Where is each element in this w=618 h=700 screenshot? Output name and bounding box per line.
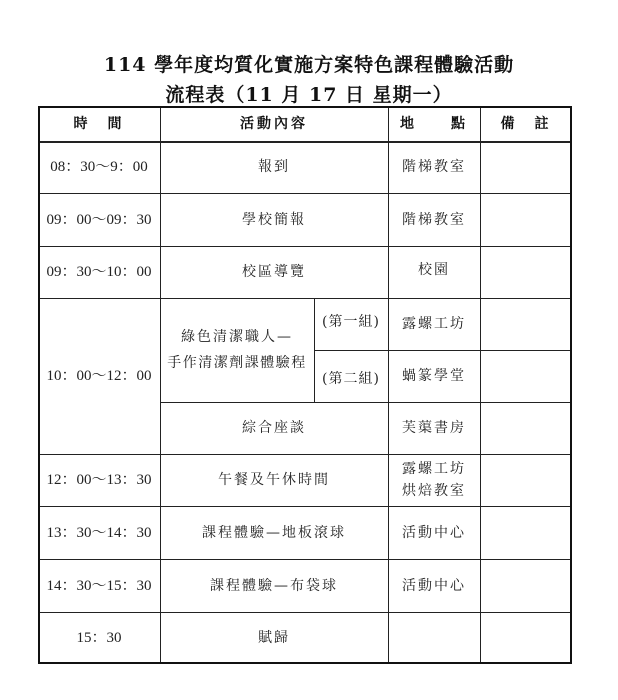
row-location: 階梯教室 [402, 211, 466, 228]
row-location: 芙蕖書房 [402, 420, 466, 436]
row-activity: 課程體驗—布袋球 [210, 577, 338, 594]
row-divider [38, 193, 572, 194]
header-time: 時 間 [73, 115, 125, 132]
row-time: 13：30～14：30 [46, 524, 152, 541]
row-time: 12：00～13：30 [46, 472, 152, 488]
row-remarks [480, 350, 572, 402]
row-activity-workshop [160, 298, 314, 402]
row-location: 露螺工坊 [402, 316, 466, 332]
row-divider [314, 350, 572, 351]
row-divider [38, 559, 572, 560]
row-activity: 賦歸 [258, 630, 290, 646]
group-label: (第二組) [322, 371, 380, 387]
row-activity: 綜合座談 [242, 420, 306, 436]
row-location [388, 612, 480, 664]
row-divider [38, 612, 572, 613]
location-line1: 露螺工坊 [402, 461, 466, 477]
row-location: 活動中心 [402, 577, 466, 594]
row-time: 10：00～12：00 [46, 368, 152, 384]
row-time: 15：30 [76, 630, 122, 646]
row-remarks [480, 402, 572, 454]
row-activity: 課程體驗—地板滾球 [202, 524, 346, 541]
row-remarks [480, 559, 572, 612]
row-location: 蝸篆學堂 [402, 368, 466, 384]
document-title: 114 學年度均質化實施方案特色課程體驗活動 [103, 54, 515, 76]
row-activity: 校區導覽 [242, 264, 306, 280]
row-remarks [480, 246, 572, 298]
group-label: (第一組) [322, 314, 380, 330]
document-subtitle: 流程表（11 月 17 日 星期一） [165, 84, 453, 106]
row-divider [38, 506, 572, 507]
row-location [388, 454, 480, 506]
workshop-title-line2: 手作清潔劑課體驗程 [167, 355, 307, 371]
row-location: 校園 [418, 262, 450, 278]
row-location: 活動中心 [402, 524, 466, 541]
row-time: 08：30～9：00 [50, 159, 148, 175]
row-remarks [480, 612, 572, 664]
row-remarks [480, 506, 572, 559]
row-activity: 報到 [258, 159, 290, 175]
column-divider [480, 106, 481, 664]
header-remarks: 備 註 [500, 115, 552, 132]
location-line2: 烘焙教室 [402, 483, 466, 499]
row-time: 14：30～15：30 [46, 577, 152, 594]
row-activity: 午餐及午休時間 [218, 472, 330, 488]
row-remarks [480, 141, 572, 193]
row-activity: 學校簡報 [242, 211, 306, 228]
column-divider [314, 298, 315, 402]
column-divider [160, 106, 161, 664]
row-divider [160, 402, 572, 403]
row-remarks [480, 454, 572, 506]
row-divider [38, 454, 572, 455]
row-divider [38, 298, 572, 299]
row-time: 09：00～09：30 [46, 211, 152, 228]
header-location: 地 點 [400, 115, 468, 132]
row-remarks [480, 298, 572, 350]
row-location: 階梯教室 [402, 159, 466, 175]
header-activity: 活動內容 [240, 115, 308, 132]
workshop-title-line1: 綠色清潔職人— [181, 329, 293, 345]
row-time: 09：30～10：00 [46, 264, 152, 280]
row-remarks [480, 193, 572, 246]
row-divider [38, 141, 572, 143]
row-divider [38, 246, 572, 247]
column-divider [388, 106, 389, 664]
